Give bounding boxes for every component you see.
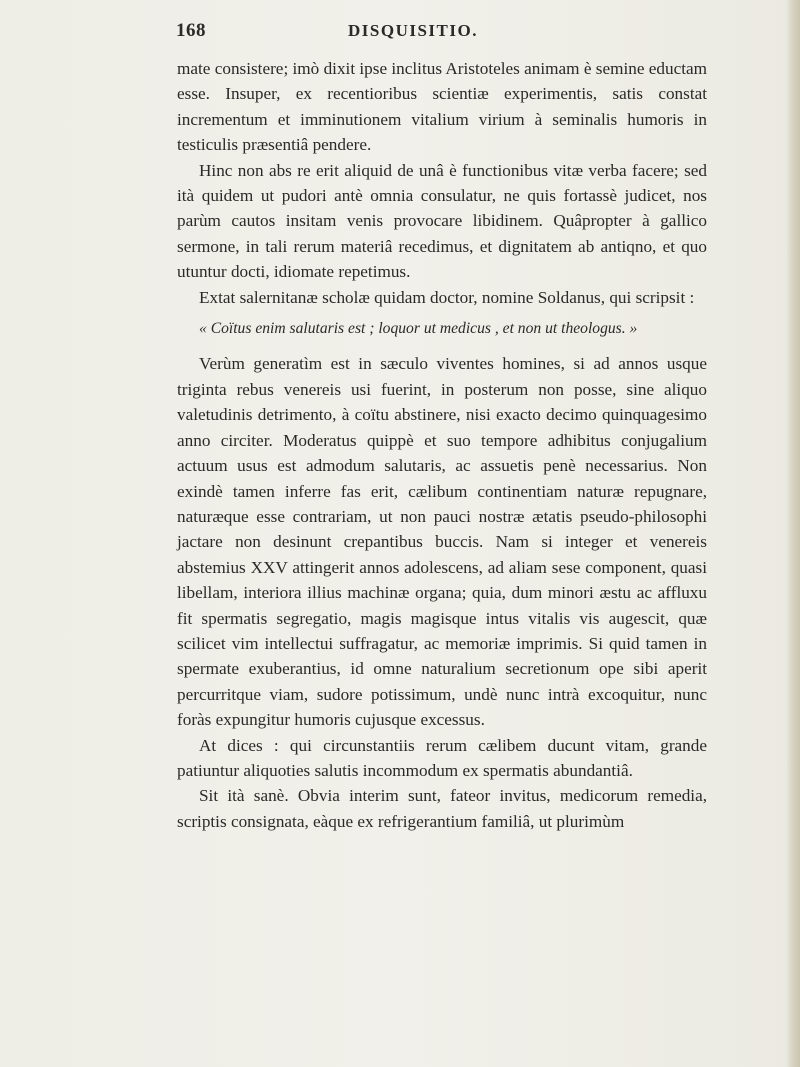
paragraph-4: Verùm generatìm est in sæculo viventes homines, si ad annos usque triginta rebus venereis usi fuerint, in posterum non posse, sine aliquo valetudinis detrimento, à coïtu abstinere, nisi exacto decimo quinquagesimo anno circiter. Moderatus quippè et suo tempore adhibitus conjugalium actuum usus est admodum salutaris, ac assuetis penè necessarius. Non exindè tamen inferre fas erit, cælibum continentiam naturæ repugnare, naturæque esse contrariam, ut non pauci nostræ ætatis pseudo-philosophi jactare non desinunt crepantibus buccis. Nam si integer et venereis abstemius XXV attingerit annos adolescens, ad aliam sese component, quasi libellam, interiora illius machinæ organa; quia, dum minori æstu ac affluxu fit spermatis segregatio, magis magisque intus vitalis vis augescit, quæ scilicet vim intellectui suffragatur, ac memoriæ imprimis. Si quid tamen in spermate exuberantius, id omne naturalium secretionum ope sibi aperit percurritque viam, sudore potissimum, undè nunc intrà excoquitur, nunc foràs expungitur humoris cujusque excessus. <box>177 354 707 730</box>
page-edge <box>786 0 800 1067</box>
quotation: « Coïtus enim salutaris est ; loquor ut medicus , et non ut theologus. » <box>199 320 638 338</box>
running-head: DISQUISITIO. <box>348 21 478 40</box>
paragraph-1: mate consistere; imò dixit ipse inclitus Aristoteles animam è semine eductam esse. Insuper, ex recentioribus scientiæ experimentis, satis constat incrementum et imminutionem vitalium virium à seminalis humoris in testiculis præsentiâ pendere. <box>177 59 707 155</box>
page-number: 168 <box>176 20 206 41</box>
page-header <box>176 20 710 46</box>
text-body <box>177 56 707 834</box>
paragraph-5: At dices : qui circunstantiis rerum cælibem ducunt vitam, grande patiuntur aliquoties salutis incommodum ex spermatis abundantiâ. <box>177 735 707 780</box>
paragraph-2: Hinc non abs re erit aliquid de unâ è functionibus vitæ verba facere; sed ità quidem ut pudori antè omnia consulatur, ne quis fortassè judicet, nos parùm cautos insitam venis provocare libidinem. Quâpropter à gallico sermone, in tali rerum materiâ recedimus, et dignitatem ab antiqno, et quo utuntur docti, idiomate repetimus. <box>177 160 707 282</box>
paragraph-6: Sit ità sanè. Obvia interim sunt, fateor invitus, medicorum remedia, scriptis consignata, eàque ex refrigerantium familiâ, ut plurimùm <box>177 786 707 831</box>
paragraph-3: Extat salernitanæ scholæ quidam doctor, nomine Soldanus, qui scripsit : <box>199 287 695 307</box>
